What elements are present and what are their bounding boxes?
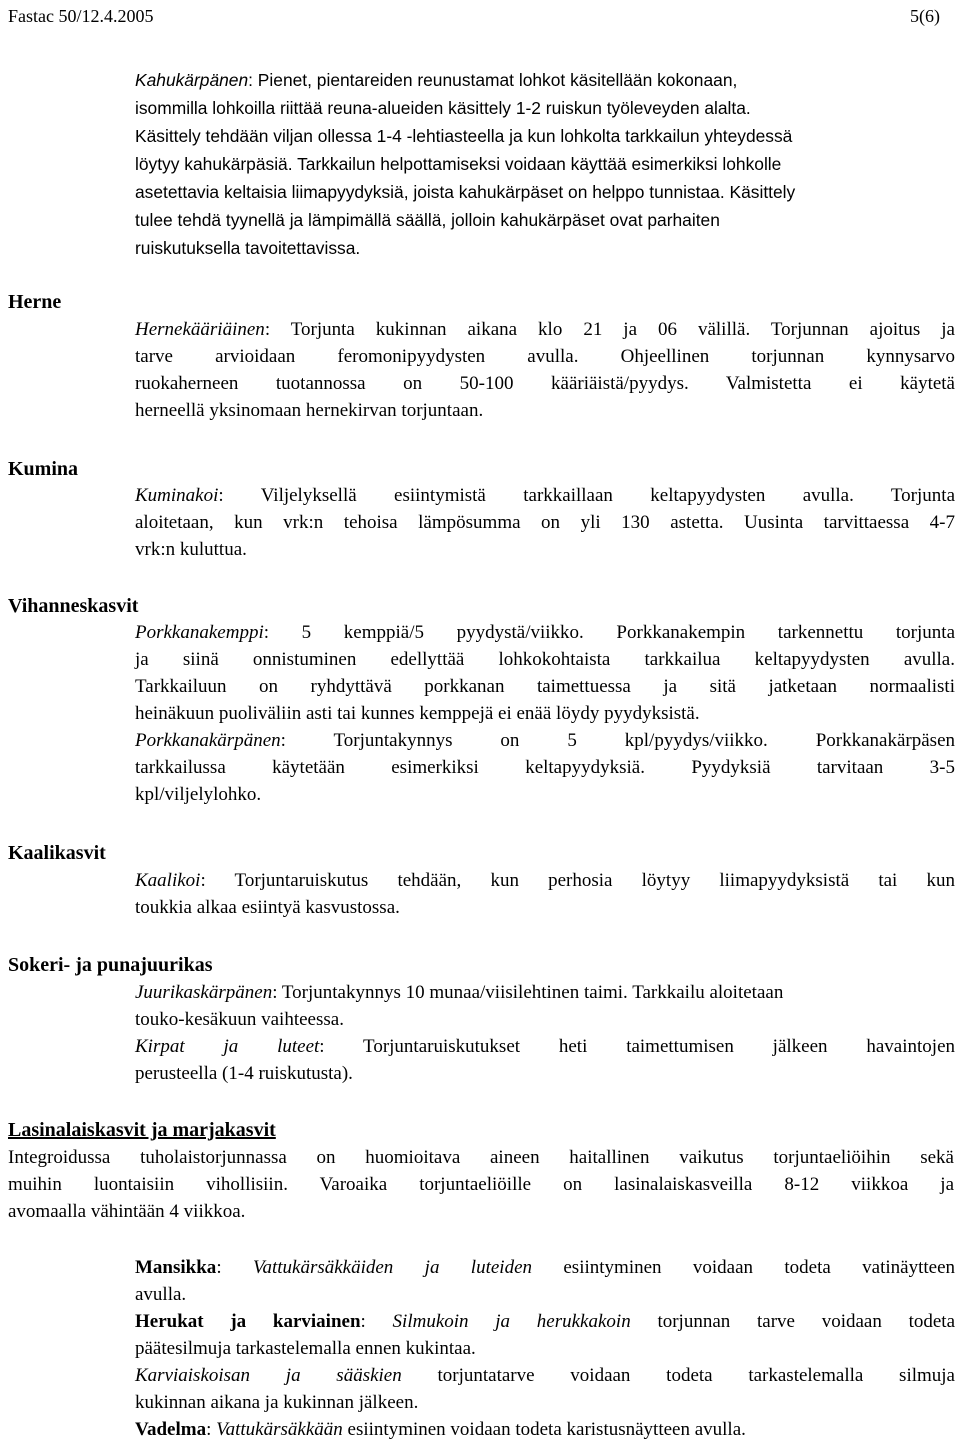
pest-name-kahukarpanen: Kahukärpänen bbox=[135, 70, 249, 90]
vihannes-p2-text-1: : Torjuntakynnys on 5 kpl/pyydys/viikko. Porkkanakärpäsen bbox=[280, 730, 955, 751]
kahukarpanen-text-1: : Pienet, pientareiden reunustamat lohkot käsitellään kokonaan, bbox=[248, 70, 738, 90]
kumina-line-3: vrk:n kuluttua. bbox=[135, 539, 247, 560]
sokeri-p1-line-2: touko-kesäkuun vaihteessa. bbox=[135, 1009, 344, 1030]
heading-vihanneskasvit: Vihanneskasvit bbox=[8, 595, 139, 617]
heading-sokeri-ja-punajuurikas: Sokeri- ja punajuurikas bbox=[8, 954, 213, 976]
kaali-line-2: toukkia alkaa esiintyä kasvustossa. bbox=[135, 897, 400, 918]
mansikka-text-1: esiintyminen voidaan todeta vatinäytteen bbox=[532, 1257, 956, 1278]
vadelma-text-1: esiintyminen voidaan todeta karistusnäytteen avulla. bbox=[342, 1419, 746, 1440]
kahukarpanen-line-4: löytyy kahukärpäsiä. Tarkkailun helpottamiseksi voidaan käyttää esimerkiksi lohkolle bbox=[135, 154, 782, 174]
pest-name-porkkanakemppi: Porkkanakemppi bbox=[135, 622, 264, 643]
pest-name-kaalikoi: Kaalikoi bbox=[135, 870, 201, 891]
crop-label-herukat-ja-karviainen: Herukat ja karviainen bbox=[135, 1311, 361, 1332]
kumina-line-1 bbox=[135, 484, 955, 508]
vihannes-p2-line-3: kpl/viljelylohko. bbox=[135, 784, 262, 805]
mansikka-sep: : bbox=[216, 1257, 253, 1278]
kaali-text-1: : Torjuntaruiskutus tehdään, kun perhosia löytyy liimapyydyksistä tai kun bbox=[200, 870, 955, 891]
pest-name-juurikaskarpanen: Juurikaskärpänen bbox=[135, 982, 273, 1003]
pest-name-vattukarsakas: Vattukärsäkkään bbox=[216, 1419, 343, 1440]
sokeri-p2-line-2: perusteella (1-4 ruiskutusta). bbox=[135, 1063, 353, 1084]
page-header-title: Fastac 50/12.4.2005 bbox=[8, 6, 154, 26]
kahukarpanen-line-1 bbox=[135, 68, 737, 92]
kumina-text-1: : Viljelyksellä esiintymistä tarkkaillaan keltapyydysten avulla. Torjunta bbox=[218, 485, 955, 506]
vihannes-p2-line-1 bbox=[135, 729, 955, 753]
vadelma-line-1 bbox=[135, 1418, 746, 1442]
kahukarpanen-line-3: Käsittely tehdään viljan ollessa 1-4 -lehtiasteella ja kun lohkolta tarkkailun yhteydessä bbox=[135, 126, 793, 146]
kaali-line-1 bbox=[135, 869, 955, 893]
crop-label-mansikka: Mansikka bbox=[135, 1257, 217, 1278]
kahukarpanen-line-2: isommilla lohkoilla riittää reuna-alueiden käsittely 1-2 ruiskun työleveyden alalta. bbox=[135, 98, 751, 118]
vihannes-p1-line-1 bbox=[135, 621, 955, 645]
page-number: 5(6) bbox=[910, 6, 940, 26]
sokeri-p1-line-1 bbox=[135, 981, 783, 1005]
pest-name-kuminakoi: Kuminakoi bbox=[135, 485, 219, 506]
pest-name-vattukarsakkaat-ja-luteet: Vattukärsäkkäiden ja luteiden bbox=[252, 1257, 533, 1278]
kahukarpanen-line-7: ruiskutuksella tavoitettavissa. bbox=[135, 238, 361, 258]
sokeri-p2-line-1 bbox=[135, 1035, 955, 1059]
vihannes-p1-line-3: Tarkkailuun on ryhdyttävä porkkanan taimettuessa ja sitä jatketaan normaalisti bbox=[135, 676, 955, 697]
kahukarpanen-line-6: tulee tehdä tyynellä ja lämpimällä säällä, jolloin kahukärpäset ovat parhaiten bbox=[135, 210, 720, 230]
lasinalais-line-1: Integroidussa tuholaistorjunnassa on huomioitava aineen haitallinen vaikutus torjuntaeliöihin sekä bbox=[8, 1147, 954, 1168]
heading-kaalikasvit: Kaalikasvit bbox=[8, 842, 106, 864]
herukat-text-1: torjunnan tarve voidaan todeta bbox=[630, 1311, 955, 1332]
herukat-sep: : bbox=[360, 1311, 393, 1332]
vihannes-p1-text-1: : 5 kemppiä/5 pyydystä/viikko. Porkkanakempin tarkennettu torjunta bbox=[263, 622, 955, 643]
herukat-line-2: päätesilmuja tarkastelemalla ennen kukintaa. bbox=[135, 1338, 476, 1359]
pest-name-kirpat-ja-luteet: Kirpat ja luteet bbox=[135, 1036, 320, 1057]
vihannes-p1-line-2: ja siinä onnistuminen edellyttää lohkokohtaista tarkkailua keltapyydysten avulla. bbox=[135, 649, 955, 670]
heading-kumina: Kumina bbox=[8, 458, 79, 480]
herne-text-1: : Torjunta kukinnan aikana klo 21 ja 06 välillä. Torjunnan ajoitus ja bbox=[264, 319, 955, 340]
mansikka-line-1 bbox=[135, 1256, 955, 1280]
mansikka-line-2: avulla. bbox=[135, 1284, 187, 1305]
herne-line-4: herneellä yksinomaan hernekirvan torjuntaan. bbox=[135, 400, 484, 421]
herne-line-1 bbox=[135, 318, 955, 342]
pest-name-porkkanakarpanen: Porkkanakärpänen bbox=[135, 730, 281, 751]
vihannes-p1-line-4: heinäkuun puoliväliin asti tai kunnes kemppejä ei enää löydy pyydyksistä. bbox=[135, 703, 700, 724]
pest-name-silmukoi-ja-herukkakoi: Silmukoin ja herukkakoin bbox=[392, 1311, 631, 1332]
sokeri-p2-text-1: : Torjuntaruiskutukset heti taimettumisen jälkeen havaintojen bbox=[319, 1036, 956, 1057]
crop-label-vadelma: Vadelma bbox=[135, 1419, 207, 1440]
lasinalais-line-3: avomaalla vähintään 4 viikkoa. bbox=[8, 1201, 246, 1222]
herne-line-3: ruokaherneen tuotannossa on 50-100 kääriäistä/pyydys. Valmistetta ei käytetä bbox=[135, 373, 955, 394]
kahukarpanen-line-5: asetettavia keltaisia liimapyydyksiä, joista kahukärpäset on helppo tunnistaa. Käsittely bbox=[135, 182, 796, 202]
vadelma-sep: : bbox=[206, 1419, 217, 1440]
kumina-line-2: aloitetaan, kun vrk:n tehoisa lämpösumma on yli 130 astetta. Uusinta tarvittaessa 4-7 bbox=[135, 512, 955, 533]
karviais-text-1: torjuntatarve voidaan todeta tarkastelemalla silmuja bbox=[401, 1365, 955, 1386]
vihannes-p2-line-2: tarkkailussa käytetään esimerkiksi keltapyydyksiä. Pyydyksiä tarvitaan 3-5 bbox=[135, 757, 955, 778]
pest-name-karviaiskoisa-ja-saasket: Karviaiskoisan ja sääskien bbox=[135, 1365, 402, 1386]
heading-herne: Herne bbox=[8, 291, 62, 313]
sokeri-p1-text-1: : Torjuntakynnys 10 munaa/viisilehtinen taimi. Tarkkailu aloitetaan bbox=[272, 982, 784, 1003]
herne-line-2: tarve arvioidaan feromonipyydysten avulla. Ohjeellinen torjunnan kynnysarvo bbox=[135, 346, 955, 367]
lasinalais-line-2: muihin luontaisiin vihollisiin. Varoaika torjuntaeliöille on lasinalaiskasveilla 8-12 viikkoa ja bbox=[8, 1174, 954, 1195]
pest-name-hernekaariainen: Hernekääriäinen bbox=[135, 319, 265, 340]
karviais-line-1 bbox=[135, 1364, 955, 1388]
herukat-line-1 bbox=[135, 1310, 955, 1334]
heading-lasinalaiskasvit-ja-marjakasvit: Lasinalaiskasvit ja marjakasvit bbox=[8, 1119, 276, 1141]
karviais-line-2: kukinnan aikana ja kukinnan jälkeen. bbox=[135, 1392, 419, 1413]
